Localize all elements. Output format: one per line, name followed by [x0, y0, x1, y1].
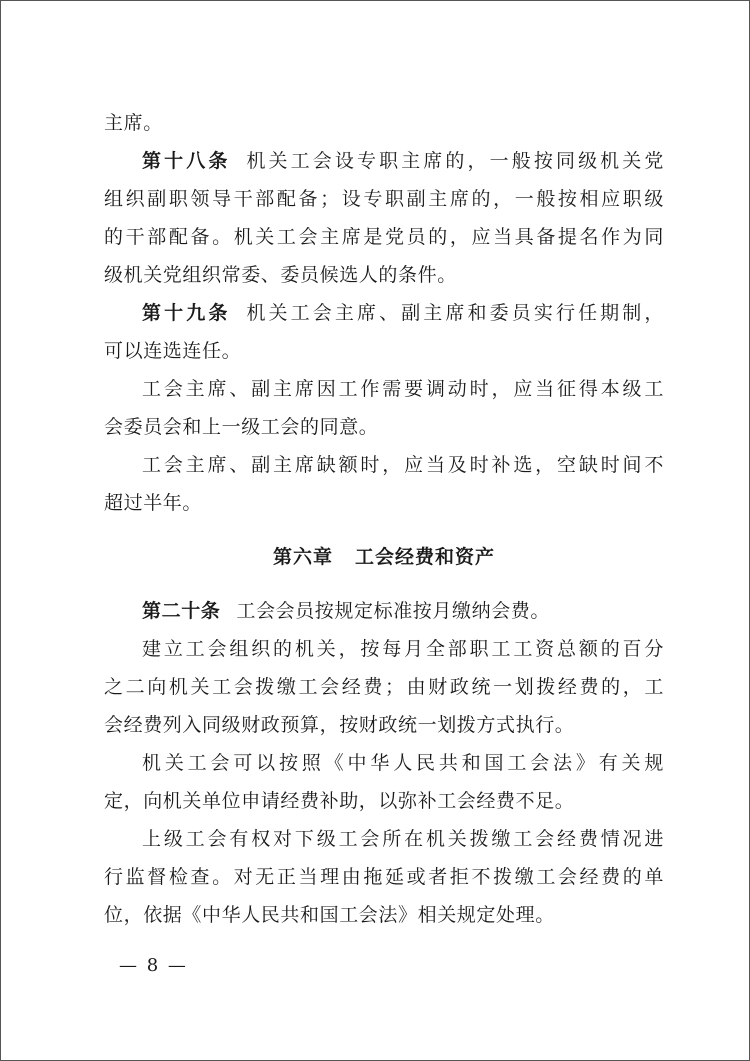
article-19-p2-line-2: 会委员会和上一级工会的同意。 — [104, 416, 379, 438]
article-20-p3-line-1: 机关工会可以按照《中华人民共和国工会法》有关规 — [142, 752, 664, 774]
chapter-title: 工会经费和资产 — [355, 546, 496, 568]
article-18-heading: 第十八条 — [142, 150, 231, 172]
article-18-line-3: 的干部配备。机关工会主席是党员的，应当具备提名作为同 — [104, 226, 664, 248]
article-19-line-2: 可以连选连任。 — [104, 340, 242, 362]
article-20-line-1 — [104, 592, 664, 630]
article-18-text-1: 机关工会设专职主席的，一般按同级机关党 — [246, 150, 664, 172]
continuation-line: 主席。 — [104, 112, 163, 134]
article-20-p2-line-1: 建立工会组织的机关，按每月全部职工工资总额的百分 — [142, 638, 664, 660]
article-20-heading: 第二十条 — [142, 600, 221, 622]
article-20-p4-line-1: 上级工会有权对下级工会所在机关拨缴工会经费情况进 — [142, 828, 664, 850]
article-19-p3-line-1: 工会主席、副主席缺额时，应当及时补选，空缺时间不 — [142, 454, 664, 476]
document-body — [104, 104, 664, 934]
article-19-heading: 第十九条 — [142, 302, 231, 324]
article-18-line-2: 组织副职领导干部配备；设专职副主席的，一般按相应职级 — [104, 188, 664, 210]
article-20 — [104, 592, 664, 934]
article-20-p3-line-2: 定，向机关单位申请经费补助，以弥补工会经费不足。 — [104, 790, 575, 812]
chapter-number: 第六章 — [272, 546, 333, 568]
article-18-line-1 — [104, 142, 664, 180]
article-19-line-1 — [104, 294, 664, 332]
chapter-heading — [104, 538, 664, 576]
page-number: — 8 — — [119, 955, 188, 976]
article-19 — [104, 294, 664, 522]
article-18 — [104, 142, 664, 294]
article-20-p4-line-2: 行监督检查。对无正当理由拖延或者拒不拨缴工会经费的单 — [104, 866, 664, 888]
article-19-p3-line-2: 超过半年。 — [104, 492, 203, 514]
article-20-p4-line-3: 位，依据《中华人民共和国工会法》相关规定处理。 — [104, 904, 555, 926]
article-19-text-1: 机关工会主席、副主席和委员实行任期制， — [246, 302, 664, 324]
article-18-line-4: 级机关党组织常委、委员候选人的条件。 — [104, 264, 457, 286]
article-20-p2-line-2: 之二向机关工会拨缴工会经费；由财政统一划拨经费的，工 — [104, 676, 664, 698]
article-20-p2-line-3: 会经费列入同级财政预算，按财政统一划拨方式执行。 — [104, 714, 575, 736]
article-19-p2-line-1: 工会主席、副主席因工作需要调动时，应当征得本级工 — [142, 378, 664, 400]
article-20-text-1: 工会会员按规定标准按月缴纳会费。 — [236, 600, 551, 622]
